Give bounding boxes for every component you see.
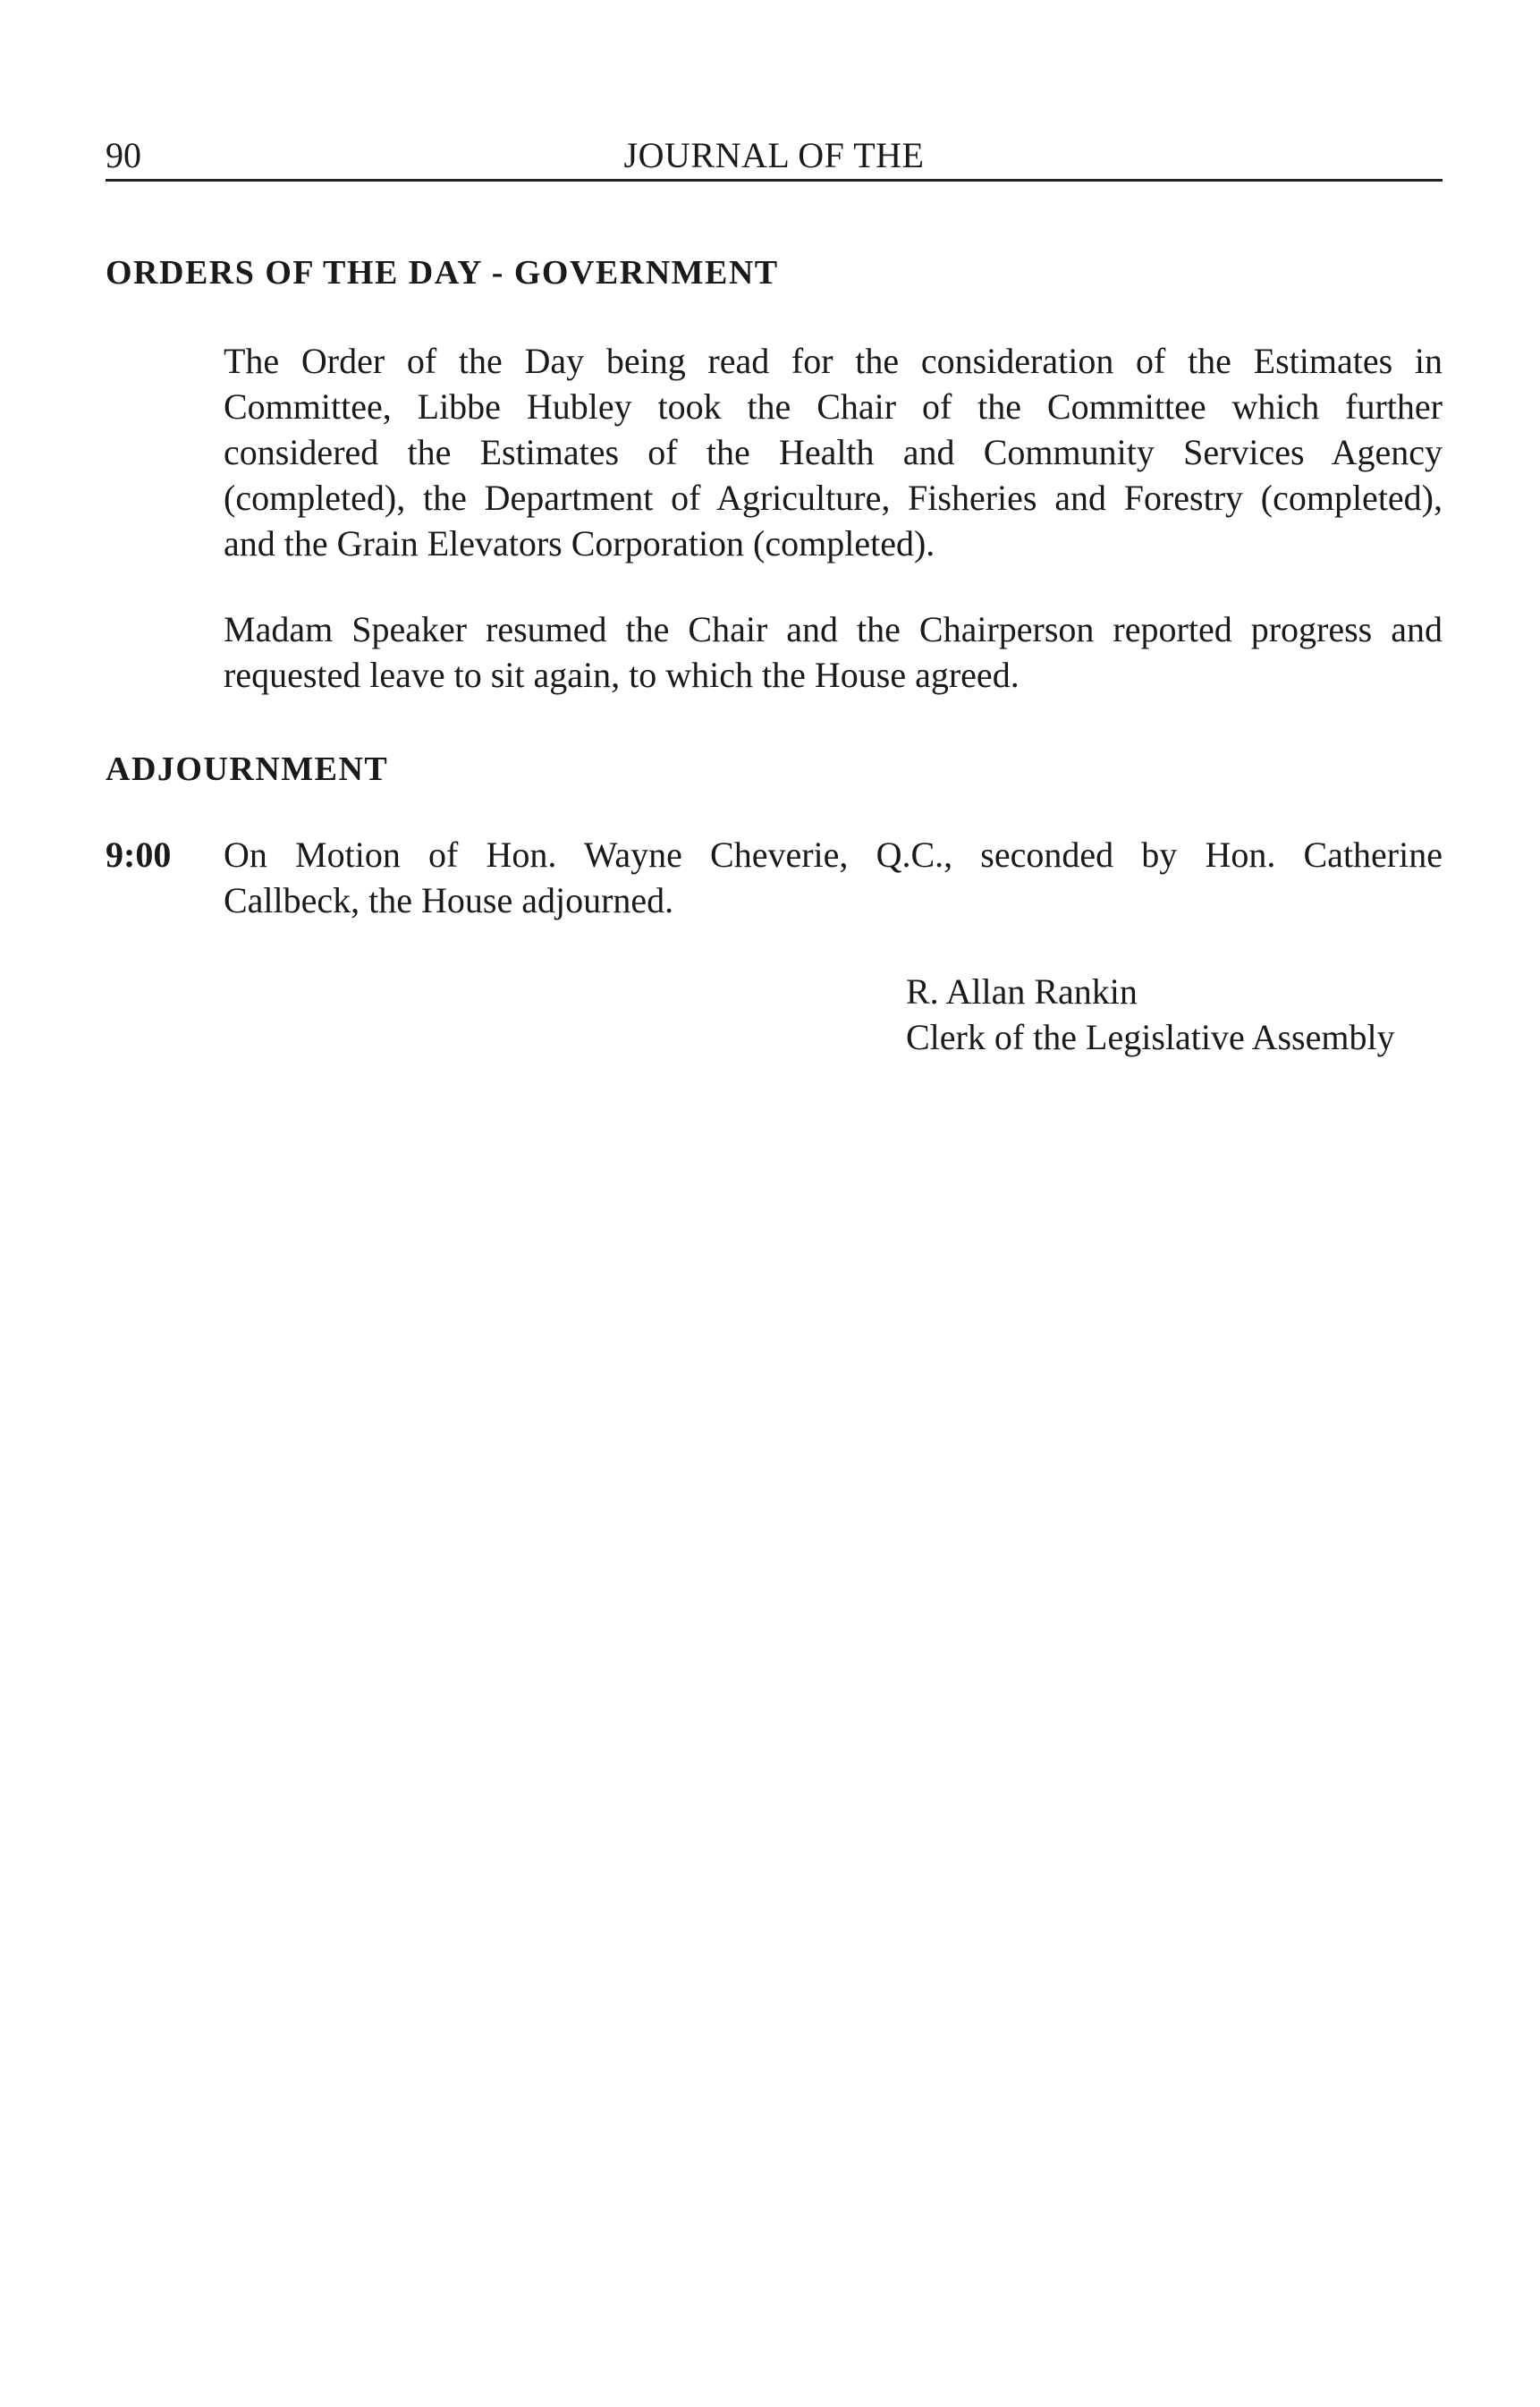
page-header	[106, 127, 1443, 182]
signatory-name: R. Allan Rankin	[906, 971, 1138, 1012]
adjournment-time: 9:00	[106, 835, 172, 875]
adjournment-paragraph	[224, 832, 1443, 923]
adjournment-heading: ADJOURNMENT	[106, 750, 389, 788]
paragraph-line: and the Grain Elevators Corporation (completed).	[224, 523, 935, 564]
signatory-title: Clerk of the Legislative Assembly	[906, 1017, 1395, 1057]
paragraph-line: Callbeck, the House adjourned.	[224, 880, 674, 920]
orders-paragraph-estimates	[224, 338, 1443, 566]
paragraph-line: On Motion of Hon. Wayne Cheverie, Q.C., seconded by Hon. Catherine	[224, 835, 1443, 875]
page-number: 90	[106, 135, 141, 175]
signature-block	[906, 969, 1395, 1060]
running-head: JOURNAL OF THE	[623, 135, 925, 175]
paragraph-line: (completed), the Department of Agriculture, Fisheries and Forestry (completed),	[224, 478, 1443, 518]
paragraph-line: The Order of the Day being read for the consideration of the Estimates in	[224, 341, 1443, 381]
paragraph-line: requested leave to sit again, to which the House agreed.	[224, 655, 1020, 695]
orders-of-the-day-heading: ORDERS OF THE DAY - GOVERNMENT	[106, 254, 779, 292]
paragraph-line: Madam Speaker resumed the Chair and the Chairperson reported progress and	[224, 609, 1443, 649]
paragraph-line: Committee, Libbe Hubley took the Chair of the Committee which further	[224, 386, 1443, 427]
paragraph-line: considered the Estimates of the Health and Community Services Agency	[224, 432, 1443, 472]
orders-paragraph-speaker	[224, 606, 1443, 698]
